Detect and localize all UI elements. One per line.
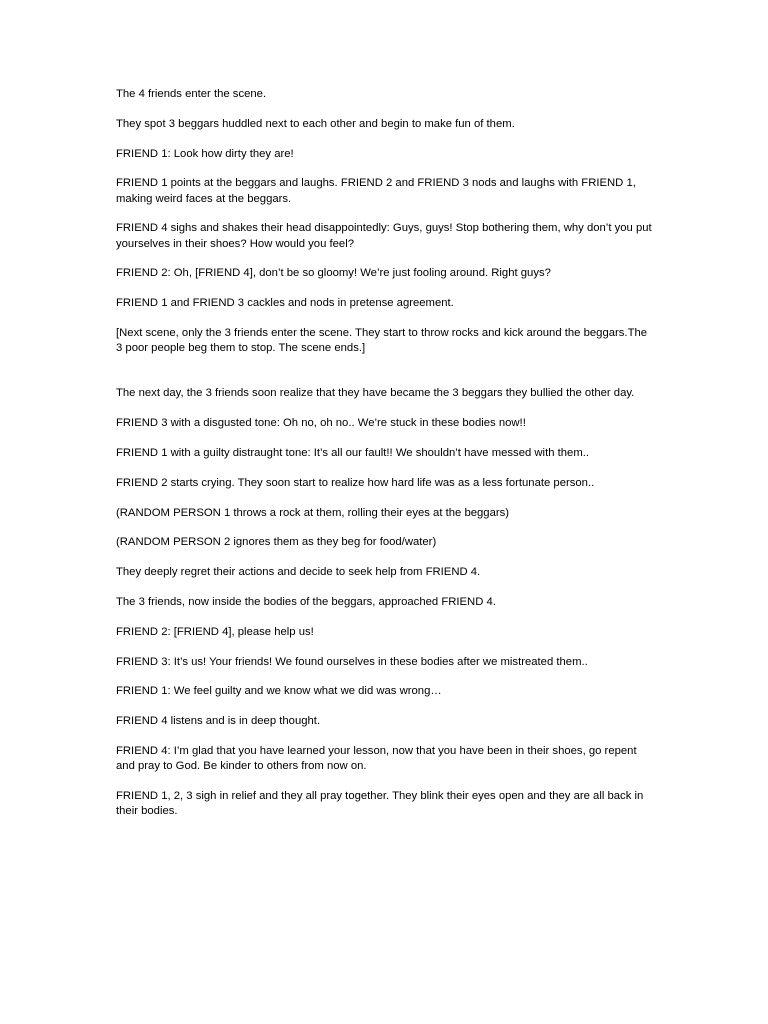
paragraph-17: FRIEND 2: [FRIEND 4], please help us!: [116, 625, 314, 638]
paragraph-18: FRIEND 3: It’s us! Your friends! We found ourselves in these bodies after we mistreated them..: [116, 655, 588, 668]
paragraph-22: FRIEND 1, 2, 3 sigh in relief and they all pray together. They blink their eyes open and they are all back in their bodies.: [116, 789, 644, 818]
paragraph-21: FRIEND 4: I’m glad that you have learned your lesson, now that you have been in their shoes, go repent and pray to God. Be kinder to others from now on.: [116, 744, 637, 773]
paragraph-6: FRIEND 2: Oh, [FRIEND 4], don’t be so gloomy! We’re just fooling around. Right guys?: [116, 267, 551, 280]
paragraph-20: FRIEND 4 listens and is in deep thought.: [116, 715, 321, 728]
paragraph-11: FRIEND 1 with a guilty distraught tone: It’s all our fault!! We shouldn’t have messed with them..: [116, 446, 590, 459]
paragraph-10: FRIEND 3 with a disgusted tone: Oh no, oh no.. We’re stuck in these bodies now!!: [116, 417, 526, 430]
paragraph-13: (RANDOM PERSON 1 throws a rock at them, rolling their eyes at the beggars): [116, 506, 510, 519]
paragraph-4: FRIEND 1 points at the beggars and laughs. FRIEND 2 and FRIEND 3 nods and laughs with FRIEND 1, making weird faces at the beggars.: [116, 177, 636, 205]
paragraph-3: FRIEND 1: Look how dirty they are!: [116, 147, 294, 160]
paragraph-16: The 3 friends, now inside the bodies of the beggars, approached FRIEND 4.: [116, 595, 496, 608]
paragraph-5: FRIEND 4 sighs and shakes their head disappointedly: Guys, guys! Stop bothering them, why don’t you put yourselves in their shoes? How would you feel?: [116, 222, 652, 250]
paragraph-9: The next day, the 3 friends soon realize that they have became the 3 beggars they bullied the other day.: [116, 387, 635, 400]
paragraph-12: FRIEND 2 starts crying. They soon start to realize how hard life was as a less fortunate person..: [116, 476, 595, 489]
paragraph-1: The 4 friends enter the scene.: [116, 88, 267, 100]
paragraph-15: They deeply regret their actions and decide to seek help from FRIEND 4.: [116, 566, 481, 579]
paragraph-19: FRIEND 1: We feel guilty and we know what we did was wrong…: [116, 685, 442, 698]
paragraph-7: FRIEND 1 and FRIEND 3 cackles and nods in pretense agreement.: [116, 297, 454, 310]
paragraph-8: [Next scene, only the 3 friends enter the scene. They start to throw rocks and kick around the beggars.The 3 poor people beg them to stop. The scene ends.]: [116, 326, 648, 355]
document-page: [116, 87, 656, 834]
paragraph-2: They spot 3 beggars huddled next to each other and begin to make fun of them.: [116, 117, 515, 130]
paragraph-14: (RANDOM PERSON 2 ignores them as they beg for food/water): [116, 536, 437, 549]
